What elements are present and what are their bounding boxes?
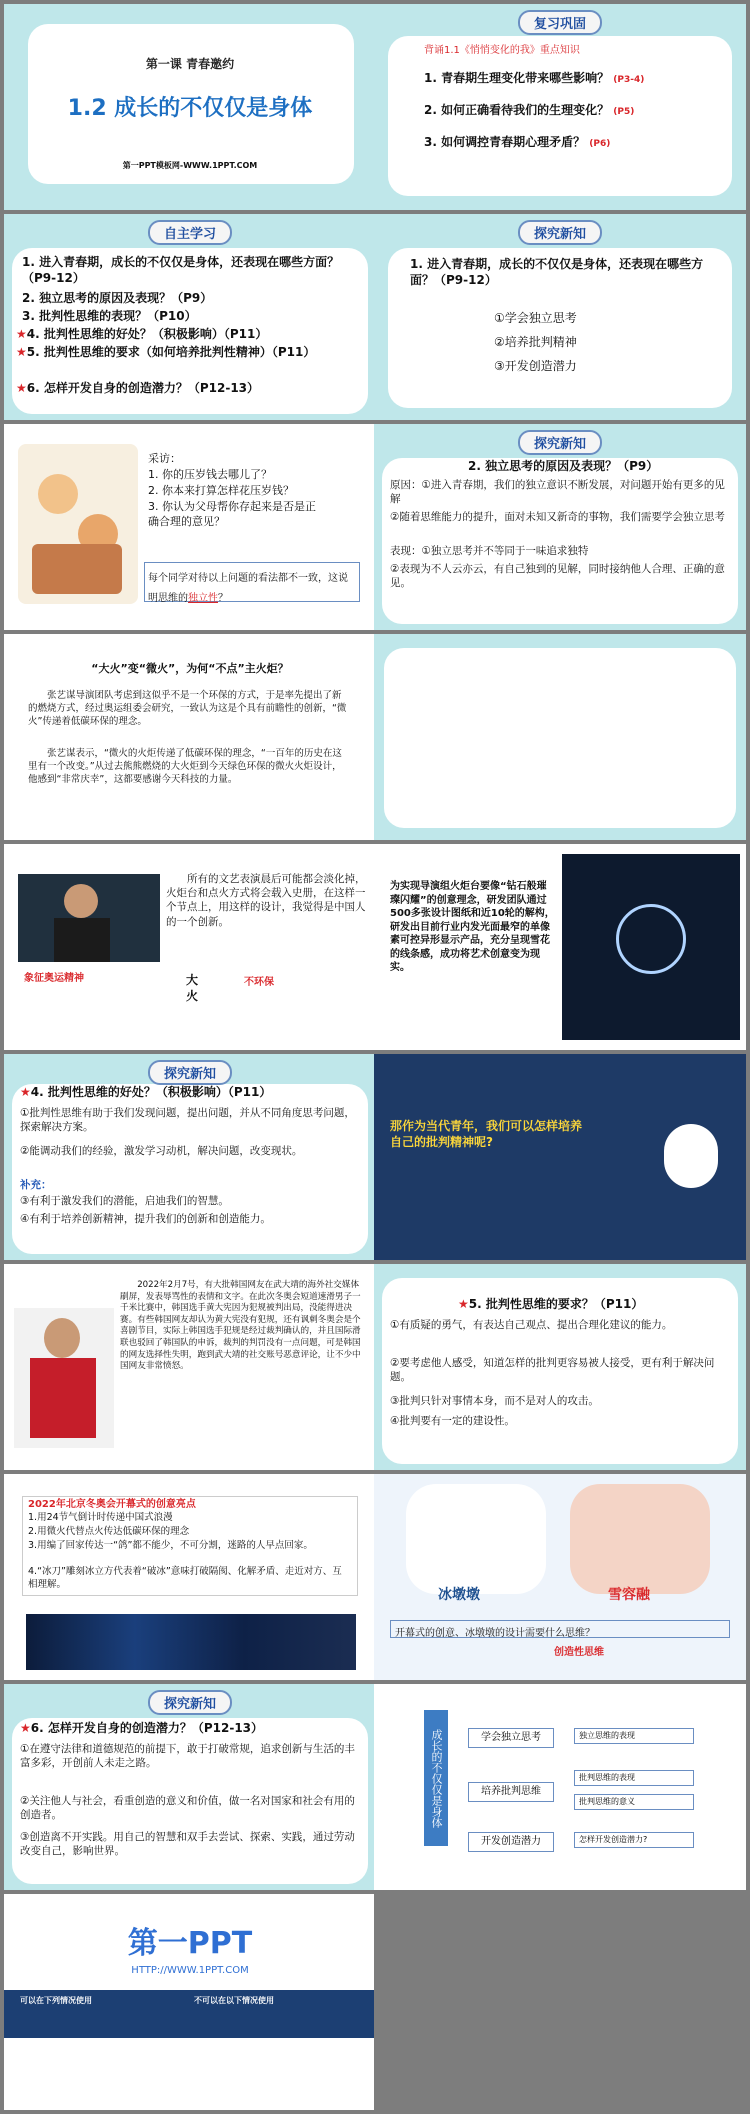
way-1: ①在遵守法律和道德规范的前提下，敢于打破常规，追求创新与生活的丰富多彩，开创前人未走之路。 [20, 1743, 355, 1770]
brand-url: HTTP://WWW.1PPT.COM [131, 1965, 249, 1976]
study-item-4: ★4. 批判性思维的好处？（积极影响）（P11） [16, 327, 268, 341]
benefit-1: ①批判性思维有助于我们发现问题，提出问题，并从不同角度思考问题，探索解决方案。 [20, 1107, 355, 1134]
slide-16-mascots [374, 1474, 746, 1680]
left-label: 象征奥运精神 [24, 973, 84, 984]
answer-1: ①学会独立思考 [494, 311, 577, 325]
leaf-4: 怎样开发创造潜力? [574, 1832, 694, 1848]
cartoon-illustration [18, 444, 138, 604]
benefit-4: ④有利于培养创新精神，提升我们的创新和创造能力。 [20, 1213, 271, 1225]
conclusion-box: 每个同学对待以上问题的看法都不一致，这说明思维的独立性？ [144, 562, 360, 602]
interview-photo [18, 874, 160, 962]
slide-banner: 探究新知 [148, 1060, 232, 1085]
review-subtitle: 背诵1.1《悄悄变化的我》重点知识 [424, 45, 580, 56]
fire-label: 大 火 [185, 973, 198, 1004]
study-item-5: ★5. 批判性思维的要求（如何培养批判性精神）（P11） [16, 345, 316, 359]
lesson-title: 1.2 成长的不仅仅是身体 [67, 96, 313, 121]
lesson-label: 第一课 青春邀约 [145, 57, 235, 71]
interview-caption: 采访： [148, 452, 181, 465]
answer-2: ②培养批判精神 [494, 335, 577, 349]
slide-banner: 探究新知 [518, 220, 602, 245]
question: 1. 进入青春期，成长的不仅仅是身体，还表现在哪些方面？（P9-12） [410, 257, 704, 288]
right-label: 不环保 [244, 977, 274, 988]
highlight-4: 4.“冰刀”雕刻冰立方代表着“破冰”意味打破隔阂、化解矛盾、走近对方、互相理解。 [28, 1566, 342, 1590]
question: ★4. 批判性思维的好处？（积极影响）（P11） [20, 1085, 272, 1099]
slide-banner: 探究新知 [148, 1690, 232, 1715]
can-use-label: 可以在下列情况使用 [20, 1996, 92, 2005]
study-item-2: 2. 独立思考的原因及表现？（P9） [22, 291, 213, 305]
slide-11-benefits [4, 1054, 376, 1260]
slide-2-review [374, 4, 746, 210]
interview-q1: 1. 你的压岁钱去哪儿了？ [148, 468, 272, 481]
article-p2: 张艺谋表示，“微火的火炬传递了低碳环保的理念，“一百年的历史在这里有一个改变。”从过去熊熊燃烧的大火炬到今天绿色环保的微火火炬设计，他感到“非常庆幸”，这都要感谢今天科技的力量。 [28, 748, 342, 785]
question: 2. 独立思考的原因及表现？（P9） [468, 459, 659, 473]
leaf-1: 独立思维的表现 [574, 1728, 694, 1744]
answer-3: ③开发创造潜力 [494, 359, 577, 373]
slide-3-self-study [4, 214, 376, 420]
interview-q3: 3. 你认为父母帮你存起来是否是正确合理的意见？ [148, 500, 316, 528]
study-item-3: 3. 批判性思维的表现？（P10） [22, 309, 197, 323]
slide-12-question-photo [374, 1054, 746, 1260]
shuey-rhon-rhon-image [570, 1484, 710, 1594]
study-item-1: 1. 进入青春期，成长的不仅仅是身体，还表现在哪些方面？（P9-12） [22, 255, 340, 286]
benefit-2: ②能调动我们的经验，激发学习动机，解决问题，改变现状。 [20, 1145, 303, 1157]
xrr-label: 雪容融 [608, 1587, 650, 1603]
slide-5-interview [4, 424, 376, 630]
athlete-photo [14, 1308, 114, 1448]
interview-q2: 2. 你本来打算怎样花压岁钱？ [148, 484, 294, 497]
slide-7-microfire [4, 634, 376, 840]
slide-10-snowflake [374, 844, 746, 1050]
quote-text: 所有的文艺表演晨后可能都会淡化掉，火炬台和点火方式将会载入史册，在这样一个节点上，用这样的设计，我觉得是中国人的一个创新。 [166, 873, 366, 928]
slide-banner: 探究新知 [518, 430, 602, 455]
empty-cell [374, 1894, 746, 2110]
highlight-2: 2.用微火代替点火传达低碳环保的理念 [28, 1526, 190, 1537]
bdd-label: 冰墩墩 [438, 1587, 480, 1603]
brand-logo: 第一PPT [127, 1926, 253, 1961]
slide-14-requirements [374, 1264, 746, 1470]
slide-4-explore [374, 214, 746, 420]
highlight-1: 1.用24节气倒计时传递中国式浪漫 [28, 1512, 173, 1523]
way-2: ②关注他人与社会，看重创造的意义和价值，做一名对国家和社会有用的创造者。 [20, 1795, 355, 1822]
slide-18-mindmap [374, 1684, 746, 1890]
youth-question: 那作为当代青年，我们可以怎样培养自己的批判精神呢? [390, 1119, 583, 1150]
branch-3: 开发创造潜力 [468, 1832, 554, 1852]
branch-1: 学会独立思考 [468, 1728, 554, 1748]
show-1: 表现：①独立思考并不等同于一味追求独特 [390, 545, 589, 557]
slide-1-title [4, 4, 376, 210]
req-2: ②要考虑他人感受，知道怎样的批判更容易被人接受，更有利于解决问题。 [390, 1357, 715, 1384]
leaf-3: 批判思维的意义 [574, 1794, 694, 1810]
stadium-photo [562, 854, 740, 1040]
slide-9-torch-quote [4, 844, 376, 1050]
question-1: 1. 青春期生理变化带来哪些影响？ (P3-4) [424, 71, 645, 85]
mindmap-root: 成长的不仅仅是身体 [424, 1710, 448, 1846]
highlights-title: 2022年北京冬奥会开幕式的创意亮点 [28, 1499, 196, 1510]
branch-2: 培养批判思维 [468, 1782, 554, 1802]
req-1: ①有质疑的勇气，有表达自己观点、提出合理化建议的能力。 [390, 1319, 673, 1331]
req-3: ③批判只针对事情本身，而不是对人的攻击。 [390, 1395, 599, 1407]
slide-banner: 复习巩固 [518, 10, 602, 35]
question-2: 2. 如何正确看待我们的生理变化？ (P5) [424, 103, 635, 117]
study-item-6: ★6. 怎样开发自身的创造潜力？（P12-13） [16, 381, 260, 395]
cannot-use-label: 不可以在以下情况使用 [194, 1996, 274, 2005]
question: ★6. 怎样开发自身的创造潜力？（P12-13） [20, 1721, 264, 1735]
site-label: 第一PPT模板网-WWW.1PPT.COM [122, 161, 258, 170]
way-3: ③创造离不开实践。用自己的智慧和双手去尝试、探索、实践，通过劳动改变自己，影响世界。 [20, 1831, 355, 1858]
question: ★5. 批判性思维的要求？（P11） [458, 1297, 644, 1311]
slide-6-independent [374, 424, 746, 630]
req-4: ④批判要有一定的建设性。 [390, 1415, 515, 1427]
show-2: ②表现为不人云亦云，有自己独到的见解，同时接纳他人合理、正确的意见。 [390, 563, 725, 590]
highlight-3: 3.用编了回家传达一“鸽”都不能少，不可分割，迷路的人早点回家。 [28, 1540, 313, 1551]
slide-8-explore-point [374, 634, 746, 840]
article-title: “大火”变“微火”，为何“不点”主火炬？ [91, 662, 289, 675]
answer: 创造性思维 [554, 1647, 604, 1658]
reason-1: 原因：①进入青春期，我们的独立意识不断发展，对问题开始有更多的见解 [390, 479, 725, 506]
news-text: 2022年2月7号，有大批韩国网友在武大靖的海外社交媒体刷屏，发表辱骂性的表情和文字。在此次冬奥会短道速滑男子一千米比赛中，韩国选手黄大宪因为犯规被判出局，没能得进决赛。有些韩国网友却认为黄大宪没有犯规，还有讽刺冬奥会是个喜剧节目，实际上韩国选手犯规是经过裁判确认的，并且国际滑联也驳回了韩国队的申诉，裁判的判罚没有一点问题，可是韩国的网友选择性失明，跑到武大靖的社交账号恶意评论，让不少中国网友非常愤怒。 [120, 1280, 361, 1372]
bing-dwen-dwen-image [406, 1484, 546, 1594]
slide-19-brand [4, 1894, 376, 2110]
leaf-2: 批判思维的表现 [574, 1770, 694, 1786]
article-p1: 张艺谋导演团队考虑到这似乎不是一个环保的方式，于是率先提出了新的燃烧方式，经过奥运组委会研究，一致认为这是个具有前瞻性的创新，“微火”传递着低碳环保的理念。 [28, 690, 347, 727]
slide-13-news [4, 1264, 376, 1470]
question-3: 3. 如何调控青春期心理矛盾？ (P6) [424, 135, 611, 149]
benefit-3: ③有利于激发我们的潜能，启迪我们的智慧。 [20, 1195, 229, 1207]
caption-box: 开幕式的创意、冰墩墩的设计需要什么思维？ [390, 1620, 730, 1638]
content-card [384, 648, 736, 828]
supplement-label: 补充： [20, 1179, 52, 1191]
slide-15-highlights [4, 1474, 376, 1680]
reason-2: ②随着思维能力的提升，面对未知又新奇的事物，我们需要学会独立思考 [390, 511, 725, 523]
mascot-image [664, 1124, 718, 1188]
slide-banner: 自主学习 [148, 220, 232, 245]
ceremony-photos [26, 1614, 356, 1670]
slide-17-creativity [4, 1684, 376, 1890]
snowflake-text: 为实现导演组火炬台要像“钻石般璀璨闪耀”的创意理念，研发团队通过500多张设计图纸和近10轮的解构，研发出目前行业内发光面最窄的单像素可控异形显示产品，充分呈现雪花的线条感，成功将艺术创意变为现实。 [390, 881, 555, 973]
